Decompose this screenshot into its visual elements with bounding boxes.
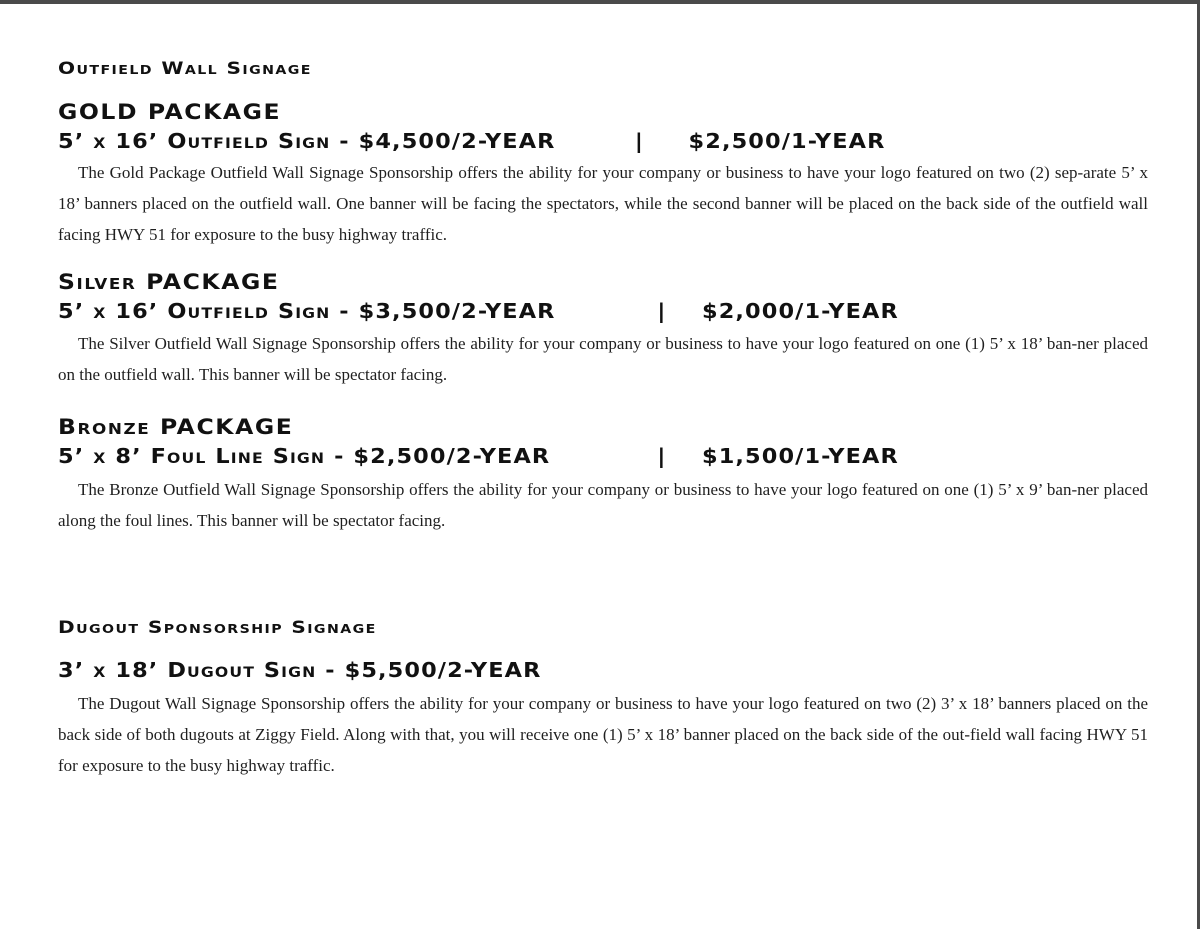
gold-price-line	[58, 129, 885, 153]
dugout-description: The Dugout Wall Signage Sponsorship offers the ability for your company or business to have your logo featured on two (2) 3’ x 18’ banners placed on the back side of both dugouts at Ziggy Field. Along with that, you will receive one (1) 5’ x 18’ banner placed on the back side of the out-field wall facing HWY 51 for exposure to the busy highway traffic.	[58, 694, 1148, 775]
bronze-package-title: Bronze PACKAGE	[58, 415, 294, 439]
bronze-package-description: The Bronze Outfield Wall Signage Sponsorship offers the ability for your company or business to have your logo featured on one (1) 5’ x 9’ ban-ner placed along the foul lines. This banner will be spectator facing.	[58, 480, 1148, 530]
silver-package-title: Silver PACKAGE	[58, 270, 280, 294]
outfield-section-title: Outfield Wall Signage	[58, 59, 312, 79]
silver-price-line	[58, 299, 899, 323]
gold-package-description: The Gold Package Outfield Wall Signage Sponsorship offers the ability for your company or business to have your logo featured on two (2) sep-arate 5’ x 18’ banners placed on the outfield wall. One banner will be facing the spectators, while the second banner will be placed on the back side of the outfield wall facing HWY 51 for exposure to the busy highway traffic.	[58, 163, 1148, 244]
silver-package-description: The Silver Outfield Wall Signage Sponsorship offers the ability for your company or business to have your logo featured on one (1) 5’ x 18’ ban-ner placed on the outfield wall. This banner will be spectator facing.	[58, 334, 1148, 384]
gold-price-one-year: $2,500/1-YEAR	[688, 129, 886, 153]
silver-price-one-year: $2,000/1-YEAR	[702, 299, 899, 323]
gold-price-separator: |	[634, 129, 645, 153]
bronze-price-two-year: 5’ x 8’ Foul Line Sign - $2,500/2-YEAR	[58, 444, 551, 468]
bronze-price-one-year: $1,500/1-YEAR	[702, 444, 899, 468]
gold-price-two-year: 5’ x 16’ Outfield Sign - $4,500/2-YEAR	[58, 129, 556, 153]
bronze-price-line	[58, 444, 899, 468]
dugout-section-title: Dugout Sponsorship Signage	[58, 618, 377, 638]
bronze-price-separator: |	[657, 444, 667, 468]
dugout-price-two-year: 3’ x 18’ Dugout Sign - $5,500/2-YEAR	[58, 658, 542, 682]
silver-price-separator: |	[657, 299, 667, 323]
gold-package-title: GOLD PACKAGE	[58, 100, 282, 124]
page-border-top	[0, 0, 1200, 4]
silver-price-two-year: 5’ x 16’ Outfield Sign - $3,500/2-YEAR	[58, 299, 556, 323]
dugout-price-line	[58, 658, 542, 682]
